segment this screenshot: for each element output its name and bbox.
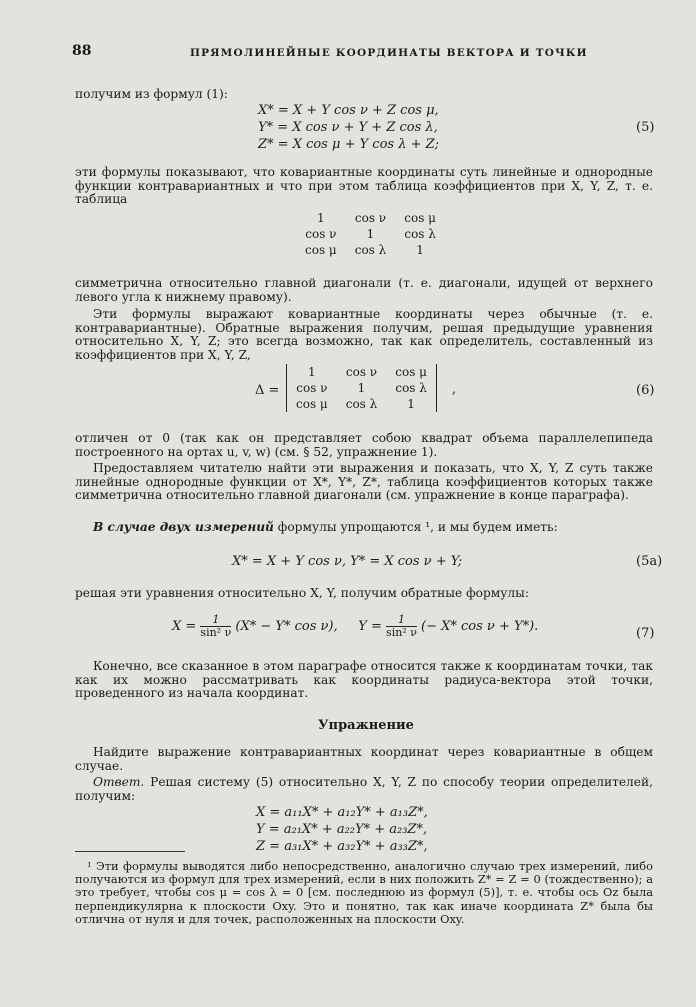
paragraph-intro: получим из формул (1):: [75, 87, 228, 101]
exercise-heading: Упражнение: [318, 718, 414, 733]
table-cell: cos λ: [354, 243, 387, 257]
paragraph-reader-task: Предоставляем читателю найти эти выражения и показать, что X, Y, Z суть также линейные однородные функции от X*, Y*, Z*, таблица коэффициентов которых также симметрична относительно главной диагонали (см. упражнение в конце параграфа).: [75, 461, 653, 503]
equation-5a: X* = X + Y cos ν, Y* = X cos ν + Y;: [232, 554, 463, 569]
two-dimensions-rest: формулы упрощаются ¹, и мы будем иметь:: [277, 520, 558, 534]
determinant-cell: cos μ: [395, 365, 427, 379]
answer-line-1: X = a₁₁X* + a₁₂Y* + a₁₃Z*,: [256, 805, 428, 820]
footnote: ¹ Эти формулы выводятся либо непосредственно, аналогично случаю трех измерений, либо получаются из формул для трех измерений, если в них положить Z* = Z = 0 (тождественно); а это требует, чтобы cos μ = cos λ = 0 [см. последнюю из формул (5)], т. е. чтобы ось Oz была перпендикулярна к плоскости Oxy. Это и понятно, так как иначе координата Z* была бы отлична от нуля и для точек, расположенных на плоскости Oxy.: [75, 859, 653, 926]
determinant-cell: cos ν: [345, 365, 378, 379]
determinant-cell: cos ν: [296, 381, 328, 395]
table-cell: 1: [416, 243, 424, 257]
equation-7-x-lhs: X =: [172, 619, 197, 634]
coefficient-table: [296, 210, 445, 258]
answer-label: Ответ.: [93, 775, 145, 789]
equation-7: [172, 614, 538, 639]
paragraph-nonzero: отличен от 0 (так как он представляет собою квадрат объема параллелепипеда построенного на ортах u, v, w) (см. § 52, упражнение 1).: [75, 431, 653, 459]
determinant-cell: 1: [357, 381, 366, 395]
equation-5-line-2: Y* = X cos ν + Y + Z cos λ,: [258, 120, 438, 135]
determinant-comma: ,: [452, 382, 457, 397]
page-number: 88: [72, 43, 92, 59]
footnote-divider: [75, 851, 185, 852]
determinant-cell: 1: [308, 365, 316, 379]
determinant-lhs: Δ =: [255, 383, 280, 398]
equation-7-fraction-x: [200, 614, 231, 639]
paragraph-linear-functions: эти формулы показывают, что ковариантные координаты суть линейные и однородные функции контравариантных и что при этом таблица коэффициентов при X, Y, Z, т. е. таблица: [75, 165, 653, 207]
table-cell: cos μ: [305, 243, 337, 257]
answer-line-2: Y = a₂₁X* + a₂₂Y* + a₂₃Z*,: [256, 822, 428, 837]
equation-7-y-rhs: (− X* cos ν + Y*).: [421, 619, 539, 634]
equation-5-number: (5): [636, 120, 655, 135]
equation-5-line-3: Z* = X cos μ + Y cos λ + Z;: [258, 137, 440, 152]
table-cell: cos ν: [305, 227, 337, 241]
paragraph-answer: [75, 776, 653, 803]
running-title: ПРЯМОЛИНЕЙНЫЕ КООРДИНАТЫ ВЕКТОРА И ТОЧКИ: [190, 47, 588, 59]
paragraph-inverse: Эти формулы выражают ковариантные координаты через обычные (т. е. контравариантные). Обратные выражения получим, решая предыдущие уравнения относительно X, Y, Z; это всегда возможно, так как определитель, составленный из коэффициентов при X, Y, Z,: [75, 307, 653, 362]
equation-7-x-rhs: (X* − Y* cos ν),: [235, 619, 338, 634]
paragraph-two-dimensions: [75, 521, 653, 535]
table-cell: 1: [317, 211, 325, 225]
equation-7-number: (7): [636, 626, 655, 641]
paragraph-symmetric: симметрична относительно главной диагонали (т. е. диагонали, идущей от верхнего левого угла к нижнему правому).: [75, 276, 653, 304]
fraction-denominator: sin² ν: [200, 626, 232, 639]
determinant-cell: cos λ: [345, 397, 378, 411]
equation-5a-number: (5a): [636, 554, 663, 569]
answer-text: Решая систему (5) относительно X, Y, Z по способу теории определителей, получим:: [75, 775, 654, 803]
paragraph-point-coordinates: Конечно, все сказанное в этом параграфе относится также к координатам точки, так как их можно рассматривать как координаты радиуса-вектора этой точки, проведенного из начала координат.: [75, 659, 653, 701]
determinant-cell: cos μ: [296, 397, 328, 411]
determinant-matrix: [286, 364, 437, 412]
determinant-cell: cos λ: [395, 381, 427, 395]
table-cell: cos ν: [354, 211, 387, 225]
answer-line-3: Z = a₃₁X* + a₃₂Y* + a₃₃Z*,: [256, 839, 428, 854]
equation-5-line-1: X* = X + Y cos ν + Z cos μ,: [258, 103, 439, 118]
determinant-cell: 1: [407, 397, 415, 411]
equation-7-y-lhs: Y =: [358, 619, 382, 634]
fraction-denominator: sin² ν: [386, 626, 417, 639]
equation-6-number: (6): [636, 383, 655, 398]
paragraph-exercise: Найдите выражение контравариантных координат через ковариантные в общем случае.: [75, 745, 653, 773]
equation-7-fraction-y: [386, 614, 417, 639]
table-cell: cos λ: [404, 227, 436, 241]
paragraph-solving: решая эти уравнения относительно X, Y, получим обратные формулы:: [75, 586, 529, 600]
fraction-numerator: 1: [386, 614, 417, 627]
table-cell: cos μ: [404, 211, 436, 225]
fraction-numerator: 1: [200, 614, 231, 627]
table-cell: 1: [366, 227, 375, 241]
two-dimensions-lead: В случае двух измерений: [93, 520, 274, 534]
